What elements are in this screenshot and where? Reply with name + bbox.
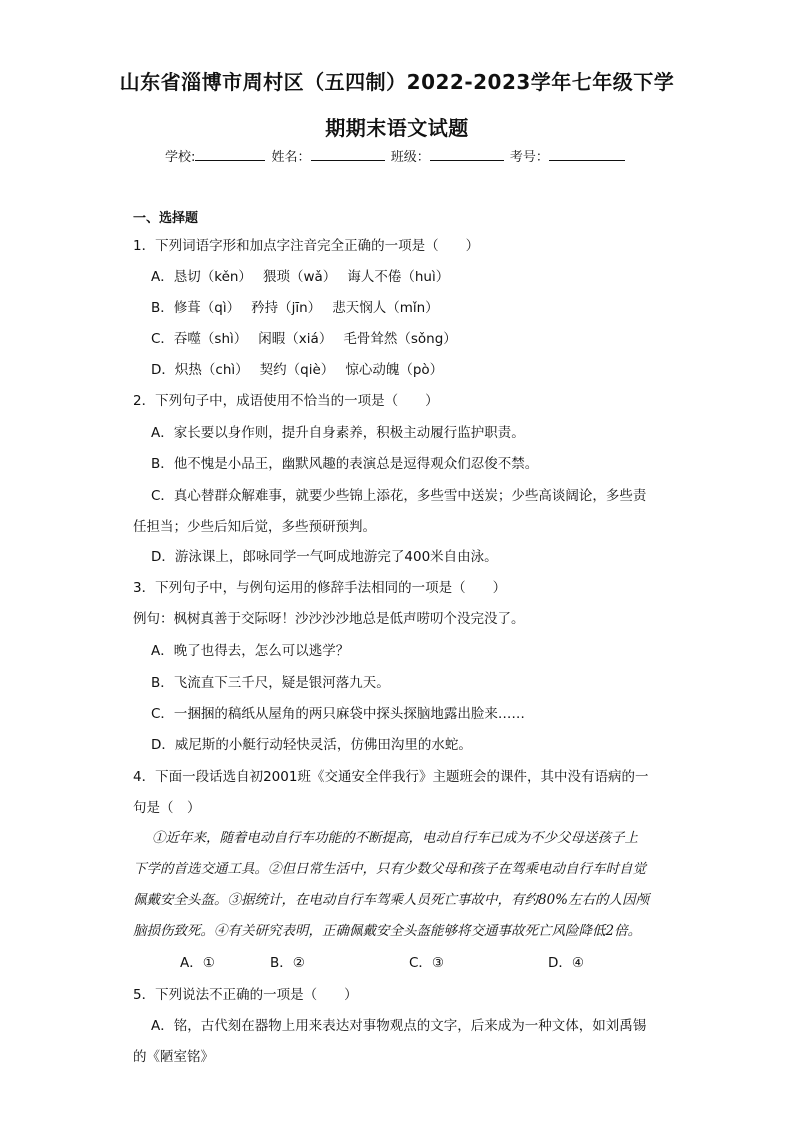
question-5-option-a-cont: 的《陋室铭》	[133, 1049, 214, 1065]
question-2-option-b: B．他不愧是小品王，幽默风趣的表演总是逗得观众们忍俊不禁。	[151, 456, 539, 472]
question-1-stem: 1．下列词语字形和加点字注音完全正确的一项是（ ）	[133, 238, 480, 254]
school-label: 学校:	[165, 150, 196, 165]
number-field[interactable]	[549, 148, 625, 161]
question-2-stem: 2．下列句子中，成语使用不恰当的一项是（ ）	[133, 393, 439, 409]
question-1-option-b: B．修葺（qì） 矜持（jīn） 悲天悯人（mǐn）	[151, 300, 439, 316]
question-1-option-c: C．吞噬（shì） 闲暇（xiá） 毛骨耸然（sǒng）	[151, 331, 457, 347]
question-2-option-c: C．真心替群众解难事，就要少些锦上添花，多些雪中送炭；少些高谈阔论，多些责	[151, 488, 647, 504]
question-3-option-d: D．威尼斯的小艇行动轻快灵活，仿佛田沟里的水蛇。	[151, 737, 472, 753]
exam-title-line-1: 山东省淄博市周村区（五四制）2022-2023学年七年级下学	[119, 70, 675, 94]
question-4-option-d: D．④	[548, 955, 584, 971]
question-3-example: 例句：枫树真善于交际呀！沙沙沙沙地总是低声唠叨个没完没了。	[133, 611, 525, 627]
question-4-option-c: C．③	[409, 955, 445, 971]
number-label: 考号：	[509, 150, 549, 165]
question-2-option-c-cont: 任担当；少些后知后觉，多些预研预判。	[133, 519, 376, 535]
class-label: 班级：	[390, 150, 430, 165]
question-3-stem: 3．下列句子中，与例句运用的修辞手法相同的一项是（ ）	[133, 580, 507, 596]
exam-title-line-2: 期期末语文试题	[325, 116, 469, 140]
question-5-stem: 5．下列说法不正确的一项是（ ）	[133, 987, 358, 1003]
student-info-row	[165, 146, 627, 165]
question-2-option-d: D．游泳课上，郎咏同学一气呵成地游完了400米自由泳。	[151, 549, 498, 565]
question-3-option-a: A．晚了也得去，怎么可以逃学？	[151, 643, 350, 659]
school-field[interactable]	[195, 148, 265, 161]
question-3-option-c: C．一捆捆的稿纸从屋角的两只麻袋中探头探脑地露出脸来……	[151, 706, 525, 722]
question-1-option-a: A．恳切（kěn） 猥琐（wǎ） 诲人不倦（huì）	[151, 269, 450, 285]
question-4-stem-cont: 句是（ ）	[133, 800, 201, 816]
question-3-option-b: B．飞流直下三千尺，疑是银河落九天。	[151, 675, 390, 691]
class-field[interactable]	[430, 148, 504, 161]
question-5-option-a: A．铭，古代刻在器物上用来表达对事物观点的文字，后来成为一种文体，如刘禹锡	[151, 1018, 647, 1034]
question-4-stem: 4．下面一段话选自初2001班《交通安全伴我行》主题班会的课件，其中没有语病的一	[133, 769, 649, 785]
name-field[interactable]	[311, 148, 385, 161]
question-4-passage-line-4: 脑损伤致死。④有关研究表明，正确佩戴安全头盔能够将交通事故死亡风险降低2倍。	[133, 923, 642, 939]
question-4-option-b: B．②	[270, 955, 305, 971]
question-4-passage-line-3: 佩戴安全头盔。③据统计，在电动自行车驾乘人员死亡事故中，有约80%左右的人因颅	[133, 892, 650, 908]
question-4-passage-line-2: 下学的首选交通工具。②但日常生活中，只有少数父母和孩子在驾乘电动自行车时自觉	[133, 861, 646, 877]
question-4-passage-line-1: ①近年来，随着电动自行车功能的不断提高，电动自行车已成为不少父母送孩子上	[152, 830, 638, 846]
name-label: 姓名：	[271, 150, 311, 165]
section-heading: 一、选择题	[133, 211, 199, 226]
question-2-option-a: A．家长要以身作则，提升自身素养，积极主动履行监护职责。	[151, 425, 525, 441]
question-1-option-d: D．炽热（chì） 契约（qiè） 惊心动魄（pò）	[151, 362, 444, 378]
question-4-option-a: A．①	[180, 955, 215, 971]
